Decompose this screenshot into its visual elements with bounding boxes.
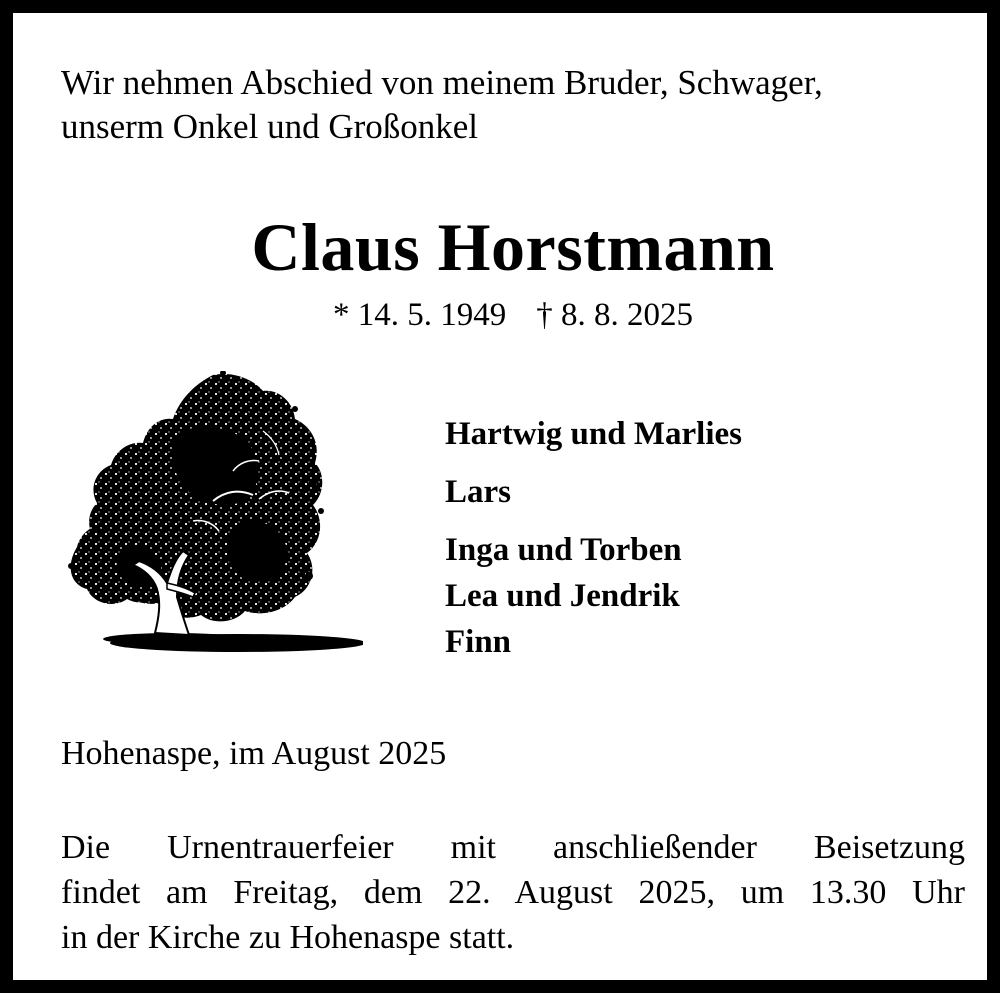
deceased-name: Claus Horstmann — [251, 209, 775, 285]
life-dates — [13, 293, 1000, 337]
intro-line-1: Wir nehmen Abschied von meinem Bruder, Schwager, — [61, 63, 823, 102]
service-line-1: Die Urnentrauerfeier mit anschließender Beisetzung — [61, 829, 965, 866]
intro-line-2: unserm Onkel und Großonkel — [61, 107, 479, 146]
service-line-3: in der Kirche zu Hohenaspe statt. — [61, 919, 515, 956]
birth-date: * 14. 5. 1949 — [333, 297, 507, 333]
tree-illustration — [63, 371, 363, 663]
family-member: Lea und Jendrik — [445, 578, 680, 614]
family-member: Lars — [445, 474, 511, 510]
family-member: Hartwig und Marlies — [445, 416, 742, 452]
intro-text — [61, 61, 971, 149]
death-date: † 8. 8. 2025 — [536, 297, 693, 333]
service-line-2: findet am Freitag, dem 22. August 2025, um 13.30 Uhr — [61, 874, 965, 911]
family-list — [445, 411, 742, 665]
family-member: Inga und Torben — [445, 532, 682, 568]
place-and-date: Hohenaspe, im August 2025 — [61, 735, 447, 772]
family-member: Finn — [445, 624, 512, 660]
service-info — [61, 825, 965, 960]
